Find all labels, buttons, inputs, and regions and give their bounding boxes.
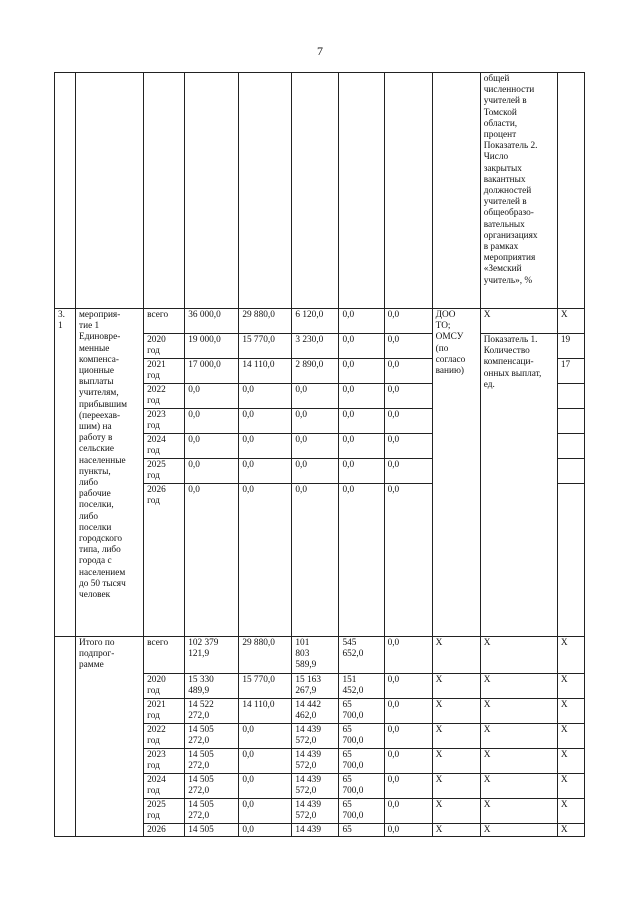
total-cell: 14 505 272,0 [185,724,239,749]
amount-cell: 0,0 [239,749,292,774]
value-cell: 17 [557,359,584,384]
executor-cell: X [432,749,480,774]
indicator-cell: Показатель 1. Количество компенсаци- онных выплат, ед. [480,334,557,637]
amount-cell: 0,0 [239,409,292,434]
measure-name: мероприя- тие 1 Единовре- менные компенса- ционные выплаты учителям, прибывшим (переехав- шим) на работу в сельские населенные пункты, либо рабочие поселки, либо поселки городского типа, либо города с населением до 50 тысяч человек [76,309,144,637]
executor-cell: X [432,637,480,674]
amount-cell: 65 700,0 [339,699,384,724]
amount-cell: 14 439 572,0 [292,799,339,824]
value-cell: 19 [557,334,584,359]
amount-cell: 0,0 [384,359,432,384]
amount-cell: 0,0 [384,484,432,637]
indicator-cell: X [480,824,557,837]
amount-cell: 0,0 [292,434,339,459]
page-number: 7 [317,44,323,58]
amount-cell: 0,0 [339,484,384,637]
total-cell: 14 505 272,0 [185,749,239,774]
amount-cell: 0,0 [239,434,292,459]
totals-number [55,637,76,837]
table-row [55,309,585,334]
amount-cell: 0,0 [384,409,432,434]
value-cell: X [557,799,584,824]
amount-cell: 29 880,0 [239,637,292,674]
measure-number: 3. 1 [55,309,76,637]
amount-cell: 0,0 [292,409,339,434]
amount-cell: 6 120,0 [292,309,339,334]
amount-cell: 65 700,0 [339,749,384,774]
amount-cell: 101 803 589,9 [292,637,339,674]
indicator-cell: X [480,799,557,824]
year-cell: всего [144,637,185,674]
year-cell: 2026 год [144,484,185,637]
year-cell: 2024 год [144,434,185,459]
year-cell: 2022 год [144,384,185,409]
executor-cell: X [432,699,480,724]
value-cell: X [557,749,584,774]
amount-cell: 0,0 [239,724,292,749]
total-cell: 36 000,0 [185,309,239,334]
total-cell: 14 505 [185,824,239,837]
amount-cell: 3 230,0 [292,334,339,359]
indicator-cell: X [480,774,557,799]
total-cell: 15 330 489,9 [185,674,239,699]
amount-cell: 15 770,0 [239,334,292,359]
value-cell [557,459,584,484]
year-cell: 2025 год [144,459,185,484]
amount-cell: 65 [339,824,384,837]
amount-cell: 0,0 [384,799,432,824]
total-cell: 0,0 [185,459,239,484]
amount-cell: 0,0 [384,459,432,484]
amount-cell: 0,0 [339,334,384,359]
total-cell: 0,0 [185,409,239,434]
year-cell: 2023 год [144,749,185,774]
total-cell: 0,0 [185,384,239,409]
year-cell: 2023 год [144,409,185,434]
value-cell: X [557,674,584,699]
indicator-cell: X [480,637,557,674]
value-cell [557,409,584,434]
executor-cell: X [432,674,480,699]
amount-cell: 0,0 [292,484,339,637]
amount-cell: 14 110,0 [239,699,292,724]
indicator-x-cell: X [480,309,557,334]
amount-cell: 65 700,0 [339,799,384,824]
amount-cell: 14 110,0 [239,359,292,384]
amount-cell: 15 770,0 [239,674,292,699]
amount-cell: 0,0 [384,637,432,674]
total-cell: 17 000,0 [185,359,239,384]
value-cell: X [557,724,584,749]
executor-cell: X [432,724,480,749]
amount-cell: 0,0 [292,384,339,409]
amount-cell: 0,0 [384,434,432,459]
amount-cell: 0,0 [339,384,384,409]
amount-cell: 545 652,0 [339,637,384,674]
year-cell: 2021 год [144,359,185,384]
year-cell: 2020 год [144,334,185,359]
financing-table [54,72,585,837]
amount-cell: 0,0 [384,724,432,749]
indicator-cell: X [480,724,557,749]
amount-cell: 0,0 [339,409,384,434]
year-cell: 2026 [144,824,185,837]
amount-cell: 0,0 [239,384,292,409]
amount-cell: 65 700,0 [339,774,384,799]
executor-cell: X [432,824,480,837]
total-cell: 102 379 121,9 [185,637,239,674]
amount-cell: 0,0 [339,459,384,484]
amount-cell: 0,0 [339,434,384,459]
total-cell: 14 505 272,0 [185,799,239,824]
amount-cell: 0,0 [384,824,432,837]
indicator-cell: X [480,699,557,724]
executor-cell: ДОО ТО; ОМСУ (по согласо ванию) [432,309,480,637]
value-cell [557,384,584,409]
total-cell: 0,0 [185,484,239,637]
value-cell: X [557,309,584,334]
amount-cell: 0,0 [339,309,384,334]
total-cell: 14 505 272,0 [185,774,239,799]
executor-cell: X [432,774,480,799]
value-cell [557,434,584,459]
amount-cell: 14 439 [292,824,339,837]
table-row [55,637,585,674]
amount-cell: 14 439 572,0 [292,749,339,774]
amount-cell: 0,0 [384,334,432,359]
year-cell: всего [144,309,185,334]
indicator-cell: X [480,749,557,774]
value-cell: X [557,774,584,799]
amount-cell: 0,0 [292,459,339,484]
amount-cell: 0,0 [239,484,292,637]
amount-cell: 0,0 [339,359,384,384]
amount-cell: 14 439 572,0 [292,724,339,749]
amount-cell: 0,0 [384,749,432,774]
amount-cell: 0,0 [384,674,432,699]
amount-cell: 14 439 572,0 [292,774,339,799]
table-row [55,73,585,309]
amount-cell: 151 452,0 [339,674,384,699]
amount-cell: 0,0 [239,774,292,799]
year-cell: 2025 год [144,799,185,824]
amount-cell: 0,0 [239,799,292,824]
value-cell: X [557,824,584,837]
amount-cell: 29 880,0 [239,309,292,334]
amount-cell: 15 163 267,9 [292,674,339,699]
amount-cell: 0,0 [239,824,292,837]
value-cell [557,484,584,637]
executor-cell: X [432,799,480,824]
amount-cell: 0,0 [384,309,432,334]
amount-cell: 2 890,0 [292,359,339,384]
amount-cell: 14 442 462,0 [292,699,339,724]
amount-cell: 0,0 [384,384,432,409]
total-cell: 0,0 [185,434,239,459]
indicator-cell: X [480,674,557,699]
amount-cell: 0,0 [384,774,432,799]
year-cell: 2024 год [144,774,185,799]
year-cell: 2021 год [144,699,185,724]
year-cell: 2020 год [144,674,185,699]
totals-name: Итого по подпрог- рамме [76,637,144,837]
amount-cell: 0,0 [384,699,432,724]
indicator-cell: общей численности учителей в Томской области, процент Показатель 2. Число закрытых вакантных должностей учителей в общеобразо- вательных организациях в рамках мероприятия «Земский учитель», % [480,73,557,309]
year-cell: 2022 год [144,724,185,749]
total-cell: 19 000,0 [185,334,239,359]
value-cell: X [557,637,584,674]
total-cell: 14 522 272,0 [185,699,239,724]
amount-cell: 0,0 [239,459,292,484]
amount-cell: 65 700,0 [339,724,384,749]
value-cell: X [557,699,584,724]
